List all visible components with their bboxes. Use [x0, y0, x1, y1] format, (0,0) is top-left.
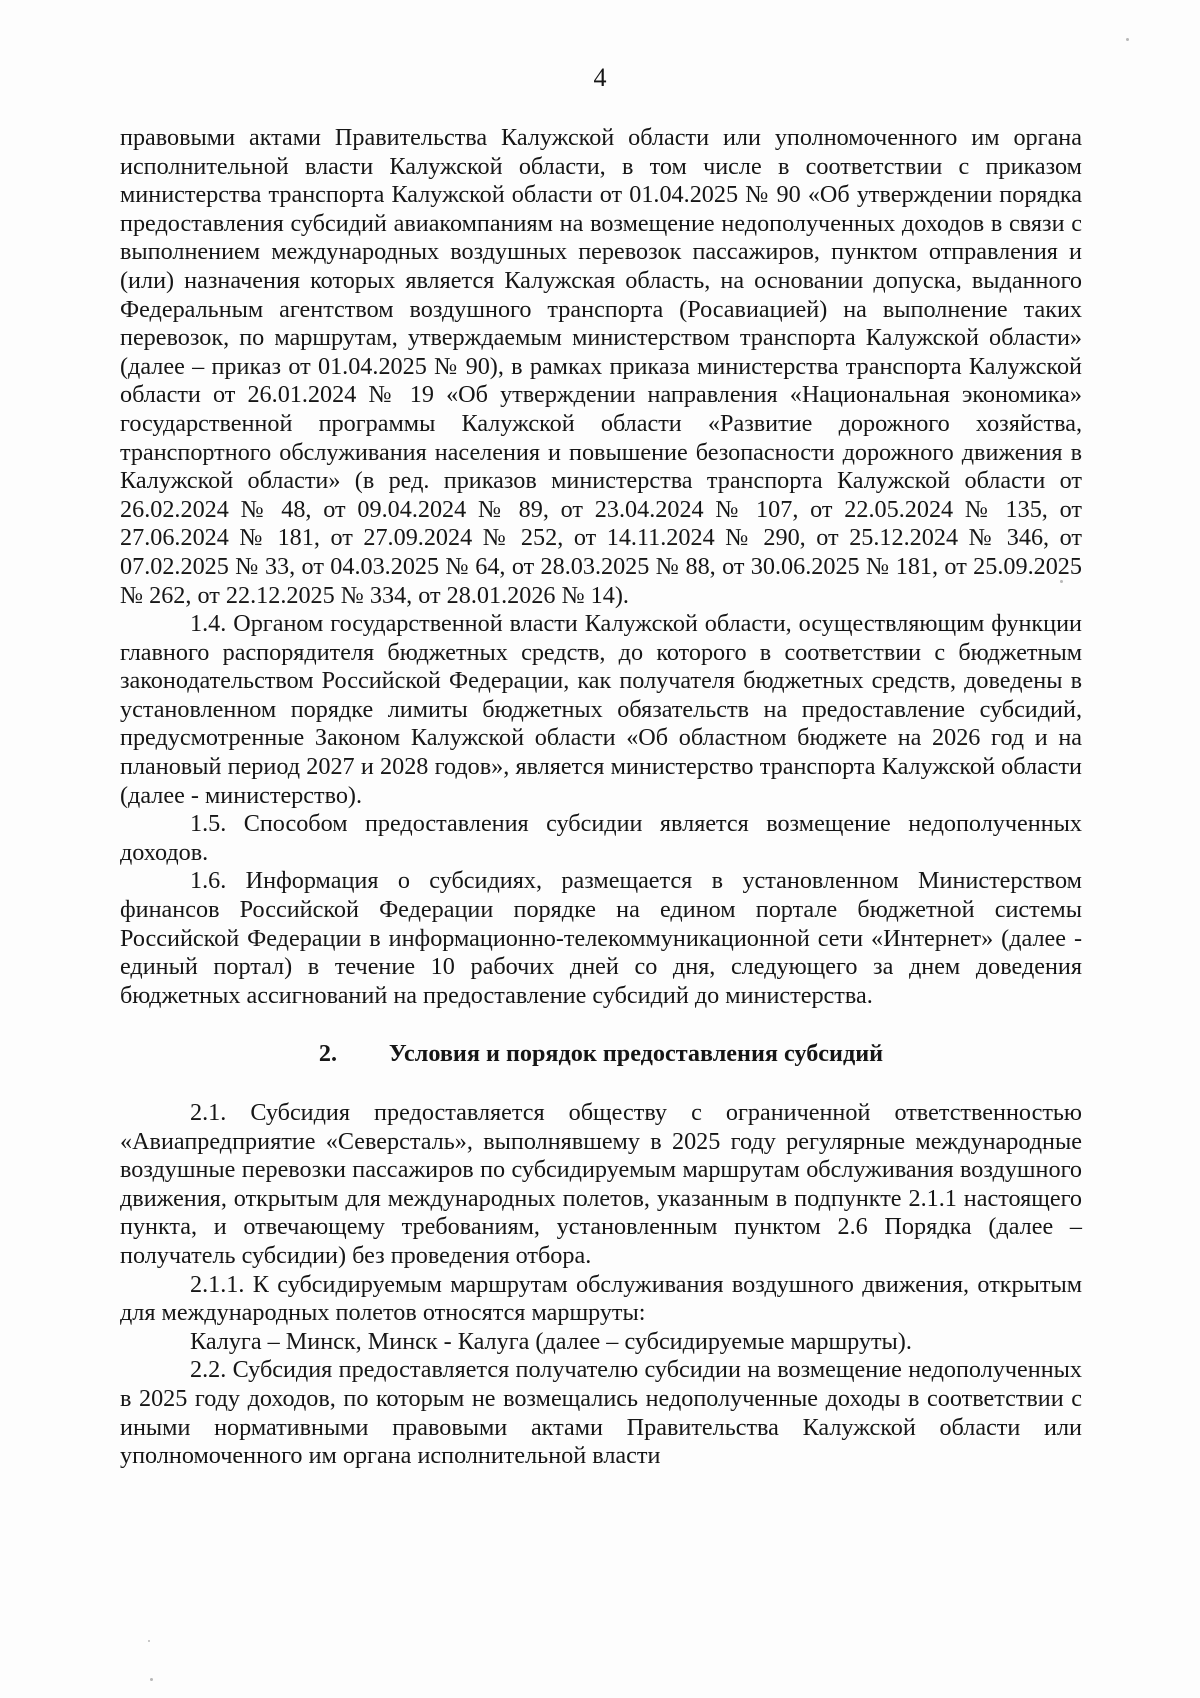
- scan-speck: [1060, 580, 1063, 583]
- section-heading: [120, 1040, 1082, 1069]
- section-title: Условия и порядок предоставления субсидий: [388, 1040, 884, 1068]
- paragraph-2-1: 2.1. Субсидия предоставляется обществу с ограниченной ответственностью «Авиапредприятие «Северсталь», выполнявшему в 2025 году регулярные международные воздушные перевозки пассажиров по субсидируемым маршрутам обслуживания воздушного движения, открытым для международных полетов, указанным в подпункте 2.1.1 настоящего пункта, и отвечающему требованиям, установленным пунктом 2.6 Порядка (далее – получатель субсидии) без проведения отбора.: [120, 1099, 1082, 1269]
- paragraph-intro: правовыми актами Правительства Калужской области или уполномоченного им органа исполнительной власти Калужской области, в том числе в соответствии с приказом министерства транспорта Калужской области от 01.04.2025 № 90 «Об утверждении порядка предоставления субсидий авиакомпаниям на возмещение недополученных доходов в связи с выполнением международных воздушных перевозок пассажиров, пунктом отправления и (или) назначения которых является Калужская область, на основании допуска, выданного Федеральным агентством воздушного транспорта (Росавиацией) на выполнение таких перевозок, по маршрутам, утверждаемым министерством транспорта Калужской области» (далее – приказ от 01.04.2025 № 90), в рамках приказа министерства транспорта Калужской области от 26.01.2024 № 19 «Об утверждении направления «Национальная экономика» государственной программы Калужской области «Развитие дорожного хозяйства, транспортного обслуживания населения и повышение безопасности дорожного движения в Калужской области» (в ред. приказов министерства транспорта Калужской области от 26.02.2024 № 48, от 09.04.2024 № 89, от 23.04.2024 № 107, от 22.05.2024 № 135, от 27.06.2024 № 181, от 27.09.2024 № 252, от 14.11.2024 № 290, от 25.12.2024 № 346, от 07.02.2025 № 33, от 04.03.2025 № 64, от 28.03.2025 № 88, от 30.06.2025 № 181, от 25.09.2025 № 262, от 22.12.2025 № 334, от 28.01.2026 № 14).: [120, 124, 1082, 609]
- paragraph-2-1-1: 2.1.1. К субсидируемым маршрутам обслуживания воздушного движения, открытым для международных полетов относятся маршруты:: [120, 1270, 1082, 1327]
- paragraph-2-2: 2.2. Субсидия предоставляется получателю субсидии на возмещение недополученных в 2025 году доходов, по которым не возмещались недополученные доходы в соответствии с иными нормативными правовыми актами Правительства Калужской области или уполномоченного им органа исполнительной власти: [120, 1356, 1082, 1470]
- paragraph-1-4: 1.4. Органом государственной власти Калужской области, осуществляющим функции главного распорядителя бюджетных средств, до которого в соответствии с бюджетным законодательством Российской Федерации, как получателя бюджетных средств, доведены в установленном порядке лимиты бюджетных обязательств на предоставление субсидий, предусмотренные Законом Калужской области «Об областном бюджете на 2026 год и на плановый период 2027 и 2028 годов», является министерство транспорта Калужской области (далее - министерство).: [120, 610, 1082, 809]
- paragraph-1-5: 1.5. Способом предоставления субсидии является возмещение недополученных доходов.: [120, 810, 1082, 866]
- scan-speck: [150, 1678, 153, 1681]
- paragraph-routes: Калуга – Минск, Минск - Калуга (далее – субсидируемые маршруты).: [190, 1327, 912, 1355]
- page-number: 4: [593, 63, 607, 92]
- scan-speck: [148, 1640, 150, 1642]
- section-number: 2.: [318, 1040, 338, 1068]
- paragraph-1-6: 1.6. Информация о субсидиях, размещается в установленном Министерством финансов Российской Федерации порядке на едином портале бюджетной системы Российской Федерации в информационно-телекоммуникационной сети «Интернет» (далее - единый портал) в течение 10 рабочих дней со дня, следующего за днем доведения бюджетных ассигнований на предоставление субсидий до министерства.: [120, 867, 1082, 1009]
- document-body: [120, 124, 1082, 1471]
- scan-speck: [1126, 38, 1129, 41]
